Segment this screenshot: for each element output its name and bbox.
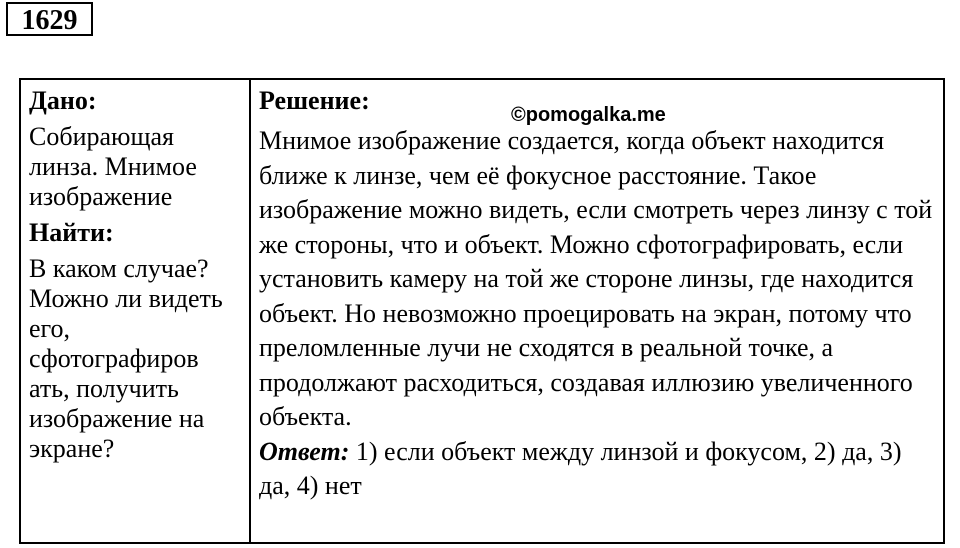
given-label: Дано:: [29, 86, 97, 115]
given-column: [20, 79, 250, 543]
find-text: В каком случае? Можно ли видеть его, сфотографиров ать, получить изображение на экране?: [29, 254, 223, 463]
task-table: [19, 78, 945, 544]
answer-label: Ответ:: [259, 436, 350, 466]
problem-number: 1629: [6, 2, 93, 36]
solution-text: [259, 124, 935, 504]
watermark: ©pomogalka.me: [511, 104, 666, 126]
solution-body: Мнимое изображение создается, когда объект находится ближе к линзе, чем её фокусное расстояние. Такое изображение можно видеть, если смотреть через линзу с той же стороны, что и объект. Можно сфотографировать, если установить камеру на той же стороне линзы, где находится объект. Но невозможно проецировать на экран, потому что преломленные лучи не сходятся в реальной точке, а продолжают расходиться, создавая иллюзию увеличенного объекта.: [259, 126, 933, 431]
solution-label: Решение:: [259, 86, 370, 115]
answer-text: 1) если объект между линзой и фокусом, 2) да, 3) да, 4) нет: [259, 436, 902, 500]
given-text: Собирающая линза. Мнимое изображение: [29, 122, 197, 211]
solution-column: [250, 79, 944, 543]
find-label: Найти:: [29, 218, 114, 247]
solution-header: [259, 84, 935, 126]
